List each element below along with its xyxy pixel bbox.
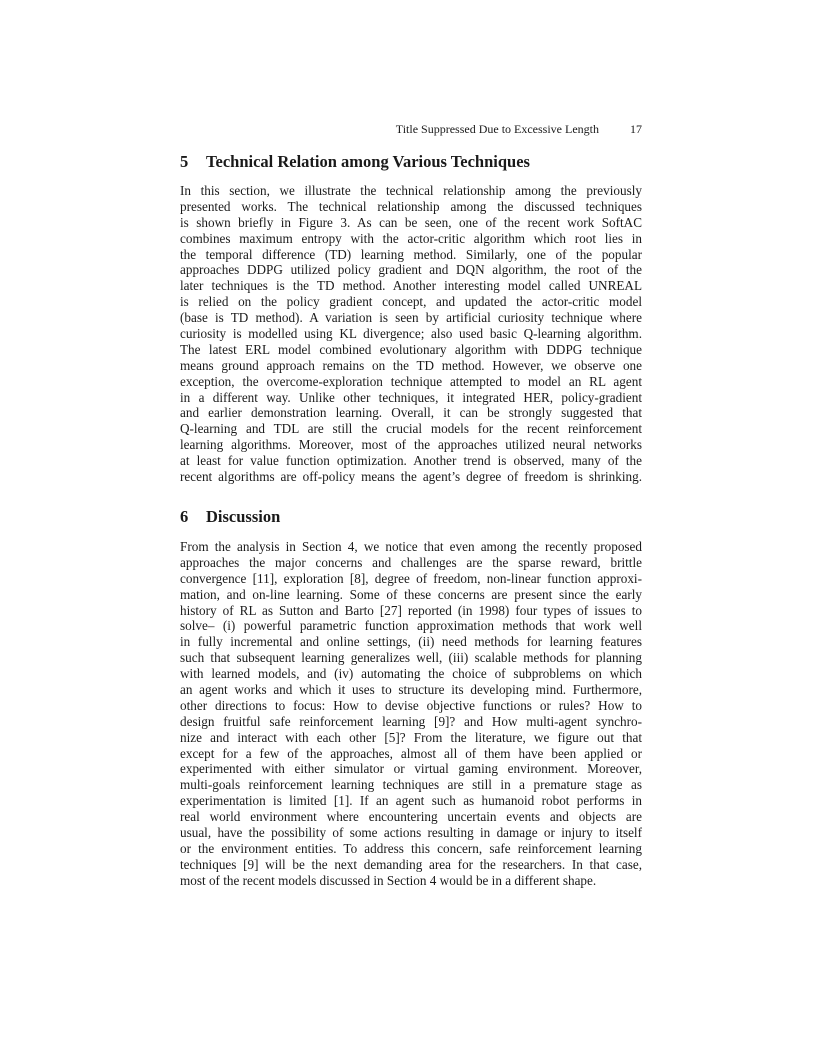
section-5-paragraph <box>180 183 642 485</box>
text-line: means ground approach remains on the TD method. However, we observe one <box>180 357 642 373</box>
text-line: presented works. The technical relationship among the discussed techniques <box>180 198 642 214</box>
running-header-title: Title Suppressed Due to Excessive Length <box>395 122 599 136</box>
text-line: techniques [9] will be the next demanding area for the researchers. In that case, <box>180 856 642 872</box>
text-line: in fully incremental and online settings, (ii) need methods for learning features <box>180 634 642 650</box>
text-line: approaches the major concerns and challenges are the sparse reward, brittle <box>180 554 642 570</box>
text-line: mation, and on-line learning. Some of these concerns are present since the early <box>180 586 642 602</box>
section-title: Discussion <box>206 507 281 526</box>
page-number: 17 <box>630 122 642 136</box>
text-line: is shown briefly in Figure 3. As can be seen, one of the recent work SoftAC <box>180 214 642 230</box>
text-line: the temporal difference (TD) learning method. Similarly, one of the popular <box>180 246 642 262</box>
text-line: such that subsequent learning generalizes well, (iii) scalable methods for planning <box>180 650 642 666</box>
text-line: approaches DDPG utilized policy gradient and DQN algorithm, the root of the <box>180 262 642 278</box>
text-line: combines maximum entropy with the actor-critic algorithm which root lies in <box>180 230 642 246</box>
text-line: an agent works and which it uses to structure its developing mind. Furthermore, <box>180 682 642 698</box>
section-number: 5 <box>180 152 189 171</box>
running-header <box>180 122 642 137</box>
section-number: 6 <box>180 507 189 526</box>
text-line: experimentation is limited [1]. If an agent such as humanoid robot performs in <box>180 793 642 809</box>
text-line: (base is TD method). A variation is seen by artificial curiosity technique where <box>180 310 642 326</box>
text-line: later techniques is the TD method. Another interesting model called UNREAL <box>180 278 642 294</box>
text-line: learning algorithms. Moreover, most of the approaches utilized neural networks <box>180 437 642 453</box>
text-line: Q-learning and TDL are still the crucial models for the recent reinforcement <box>180 421 642 437</box>
text-line: recent algorithms are off-policy means the agent’s degree of freedom is shrinking. <box>180 469 642 485</box>
section-6-heading <box>180 507 280 527</box>
text-line: design fruitful safe reinforcement learning [9]? and How multi-agent synchro- <box>180 713 642 729</box>
text-line: curiosity is modelled using KL divergence; also used basic Q-learning algorithm. <box>180 326 642 342</box>
text-line: in a different way. Unlike other techniques, it integrated HER, policy-gradient <box>180 389 642 405</box>
text-line: solve– (i) powerful parametric function approximation methods that work well <box>180 618 642 634</box>
text-line: or the environment entities. To address this concern, safe reinforcement learning <box>180 840 642 856</box>
text-line: The latest ERL model combined evolutionary algorithm with DDPG technique <box>180 341 642 357</box>
text-line: at least for value function optimization. Another trend is observed, many of the <box>180 453 642 469</box>
text-line: experimented with either simulator or virtual gaming environment. Moreover, <box>180 761 642 777</box>
text-line: exception, the overcome-exploration technique attempted to model an RL agent <box>180 373 642 389</box>
text-line: usual, have the possibility of some actions resulting in damage or injury to itself <box>180 825 642 841</box>
section-5-heading <box>180 152 530 172</box>
text-line: real world environment where encountering uncertain events and objects are <box>180 809 642 825</box>
text-line: history of RL as Sutton and Barto [27] reported (in 1998) four types of issues to <box>180 602 642 618</box>
text-line: From the analysis in Section 4, we notice that even among the recently proposed <box>180 539 642 554</box>
text-line: In this section, we illustrate the technical relationship among the previously <box>180 183 642 198</box>
text-line: is relied on the policy gradient concept, and updated the actor-critic model <box>180 294 642 310</box>
text-line: and earlier demonstration learning. Overall, it can be strongly suggested that <box>180 405 642 421</box>
text-line: most of the recent models discussed in Section 4 would be in a different shape. <box>180 872 597 888</box>
section-6-paragraph <box>180 539 642 889</box>
text-line: other directions to focus: How to devise objective functions or rules? How to <box>180 697 642 713</box>
text-line: multi-goals reinforcement learning techniques are still in a premature stage as <box>180 777 642 793</box>
text-line: with learned models, and (iv) automating the choice of subproblems on which <box>180 666 642 682</box>
text-line: except for a few of the approaches, almost all of them have been applied or <box>180 745 642 761</box>
text-line: convergence [11], exploration [8], degree of freedom, non-linear function approxi- <box>180 570 642 586</box>
text-line: nize and interact with each other [5]? From the literature, we figure out that <box>180 729 642 745</box>
section-title: Technical Relation among Various Techniques <box>206 152 530 171</box>
